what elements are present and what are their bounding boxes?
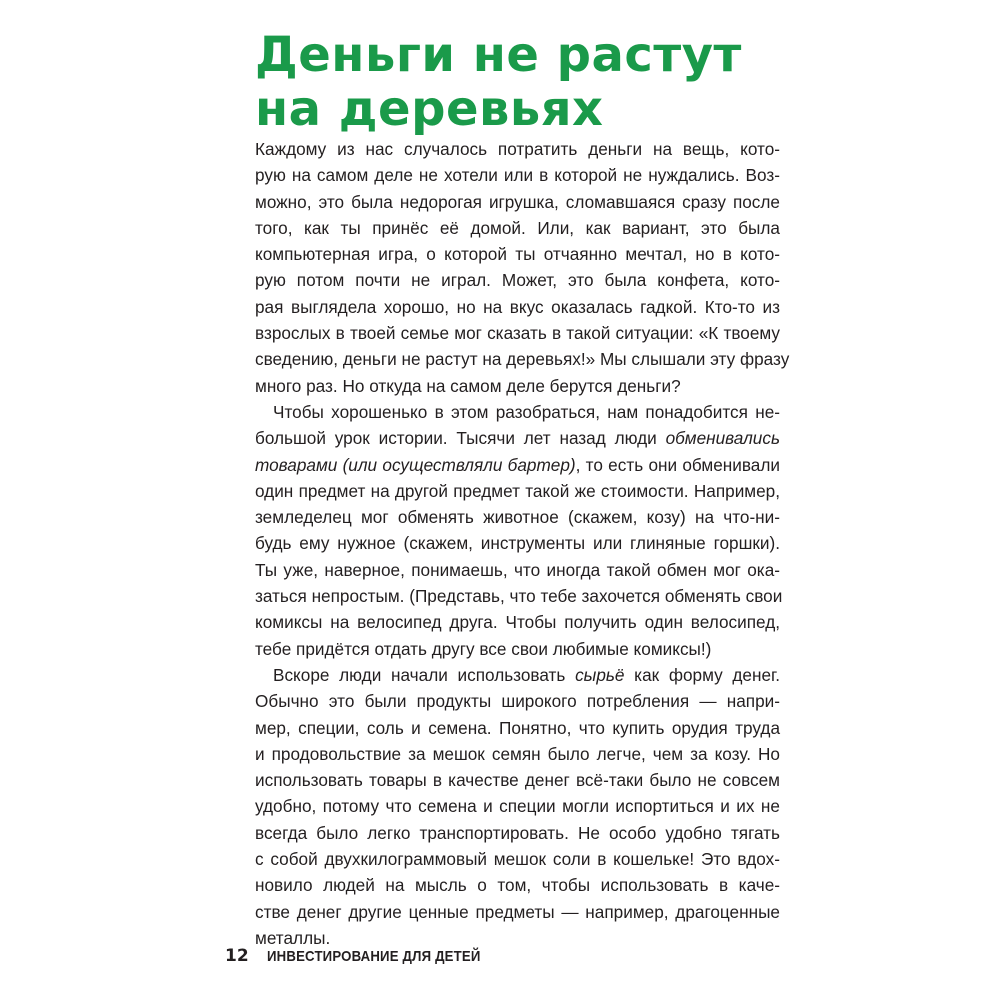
italic-term: сырьё — [575, 664, 625, 685]
paragraph-1 — [255, 136, 790, 399]
paragraph-2 — [255, 399, 783, 662]
text-line: большой урок истории. Тысячи лет назад люди обменивались — [255, 428, 780, 449]
chapter-title-line-1: Деньги не растут — [255, 27, 742, 83]
text-line: и продовольствие за мешок семян было легче, чем за козу. Но — [255, 743, 780, 764]
chapter-title — [255, 28, 815, 136]
text-line: всегда было легко транспортировать. Не особо удобно тягать — [255, 822, 780, 843]
paragraph-3 — [255, 662, 780, 951]
text-line: компьютерная игра, о которой ты отчаянно мечтал, но в кото- — [255, 244, 780, 265]
text-line: земледелец мог обменять животное (скажем, козу) на что-ни- — [255, 507, 780, 528]
page-footer — [225, 946, 510, 970]
text-line: Каждому из нас случалось потратить деньги на вещь, кото- — [255, 139, 780, 159]
text-line: удобно, потому что семена и специи могли испортиться и их не — [255, 796, 780, 817]
text-line: много раз. Но откуда на самом деле берутся деньги? — [255, 375, 681, 396]
text-line: взрослых в твоей семье мог сказать в такой ситуации: «К твоему — [255, 323, 780, 344]
text-line: комиксы на велосипед друга. Чтобы получить один велосипед, — [255, 612, 780, 633]
text-line: рую потом почти не играл. Может, это была конфета, кото- — [255, 270, 780, 291]
text-line: заться непростым. (Представь, что тебе захочется обменять свои — [255, 586, 783, 607]
text-line: сведению, деньги не растут на деревьях!» Мы слышали эту фразу — [255, 349, 790, 370]
text-line: новило людей на мысль о том, чтобы использовать в каче- — [255, 875, 780, 896]
text-line: Ты уже, наверное, понимаешь, что иногда такой обмен мог ока- — [255, 559, 780, 580]
text-line: металлы. — [255, 927, 331, 948]
text-line: Чтобы хорошенько в этом разобраться, нам понадобится не- — [273, 401, 780, 422]
text-line: того, как ты принёс её домой. Или, как вариант, это была — [255, 217, 780, 238]
chapter-title-line-2: на деревьях — [255, 81, 604, 137]
text-line: товарами (или осуществляли бартер), то есть они обменивали — [255, 454, 780, 475]
running-title: ИНВЕСТИРОВАНИЕ ДЛЯ ДЕТЕЙ — [267, 948, 481, 965]
text-line: с собой двухкилограммовый мешок соли в кошельке! Это вдох- — [255, 849, 780, 870]
text-line: тебе придётся отдать другу все свои любимые комиксы!) — [255, 638, 712, 659]
text-line: можно, это была недорогая игрушка, сломавшаяся сразу после — [255, 191, 780, 212]
italic-term: товарами (или осуществляли бартер) — [255, 454, 576, 475]
body-text — [255, 136, 790, 951]
text-line: рая выглядела хорошо, но на вкус оказалась гадкой. Кто-то из — [255, 296, 780, 317]
text-line: будь ему нужное (скажем, инструменты или глиняные горшки). — [255, 533, 780, 554]
text-line: стве денег другие ценные предметы — например, драгоценные — [255, 901, 780, 922]
page-number: 12 — [225, 946, 249, 966]
italic-term: обменивались — [665, 428, 780, 449]
text-line: Обычно это были продукты широкого потребления — напри- — [255, 691, 780, 712]
text-line: рую на самом деле не хотели или в которой не нуждались. Воз- — [255, 165, 780, 186]
text-line: мер, специи, соль и семена. Понятно, что купить орудия труда — [255, 717, 780, 738]
text-line: один предмет на другой предмет такой же стоимости. Например, — [255, 480, 780, 501]
text-line: Вскоре люди начали использовать сырьё как форму денег. — [273, 664, 780, 685]
text-line: использовать товары в качестве денег всё-таки было не совсем — [255, 770, 780, 791]
